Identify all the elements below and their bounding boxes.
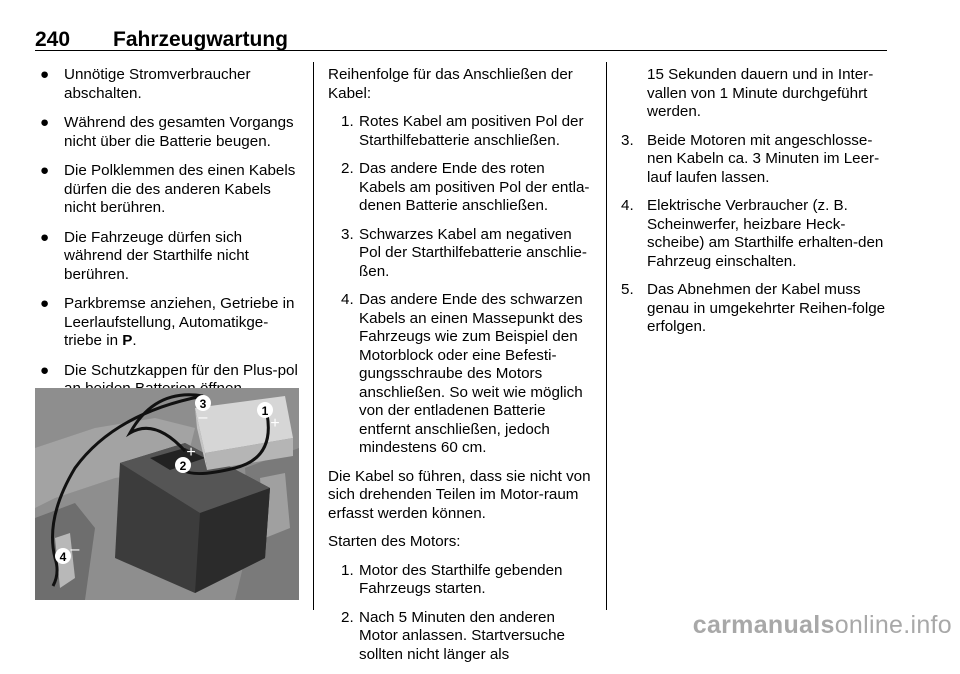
column-divider-2	[606, 62, 607, 610]
page-number: 240	[35, 28, 71, 51]
list-item: 1. Rotes Kabel am positiven Pol der Starthilfebatterie anschließen.	[341, 113, 584, 149]
column-3	[621, 66, 887, 347]
svg-text:–: –	[70, 541, 80, 558]
column-2	[328, 66, 593, 674]
column-1	[35, 66, 300, 410]
list-item: 3. Schwarzes Kabel am negativen Pol der Starthilfebatterie anschlie‐ßen.	[341, 225, 587, 280]
paragraph: Starten des Motors:	[328, 533, 461, 550]
svg-text:3: 3	[199, 397, 207, 411]
bullet-item: ● Während des gesamten Vorgangs nicht über die Batterie beugen.	[40, 114, 294, 150]
list-item: 3. Beide Motoren mit angeschlosse‐nen Kabeln ca. 3 Minuten im Leer‐lauf laufen lassen.	[621, 131, 880, 186]
watermark: carmanualsonline.info	[692, 611, 952, 639]
list-item: 4. Elektrische Verbraucher (z. B. Scheinwerfer, heizbare Heck‐scheibe) am Starthilfe erhalten‐den Fahrzeug einschalten.	[621, 197, 884, 270]
gear-p-label: P	[122, 332, 133, 349]
list-item: 4. Das andere Ende des schwarzen Kabels an einen Massepunkt des Fahrzeugs wie zum Beispiel den Motorblock oder eine Befesti‐gungsschraube des Motors anschließen. So weit wie möglich von der entladenen Batterie entfernt anschließen, jedoch mindestens 60 cm.	[341, 291, 583, 456]
bullet-item: ● Die Polklemmen des einen Kabels dürfen die des anderen Kabels nicht berühren.	[40, 162, 296, 216]
paragraph: Reihenfolge für das Anschließen der Kabel:	[328, 66, 573, 102]
list-item: 1. Motor des Starthilfe gebenden Fahrzeugs starten.	[341, 561, 563, 597]
paragraph: Die Kabel so führen, dass sie nicht von sich drehenden Teilen im Motor‐raum erfasst werden können.	[328, 467, 591, 522]
list-item: 5. Das Abnehmen der Kabel muss genau in umgekehrter Reihen‐folge erfolgen.	[621, 281, 886, 335]
list-item: 2. Nach 5 Minuten den anderen Motor anlassen. Startversuche sollten nicht länger als	[341, 608, 565, 663]
bullet-item: ● Unnötige Stromverbraucher abschalten.	[40, 66, 251, 102]
svg-text:+: +	[270, 415, 280, 432]
list-item: 2. Das andere Ende des roten Kabels am positiven Pol der entla‐denen Batterie anschließen.	[341, 160, 590, 214]
svg-text:+: +	[186, 444, 196, 461]
svg-text:2: 2	[179, 459, 187, 473]
svg-text:–: –	[198, 409, 208, 426]
bullet-item: ● Die Fahrzeuge dürfen sich während der Starthilfe nicht berühren.	[40, 228, 249, 283]
section-title: Fahrzeugwartung	[113, 28, 289, 51]
bullet-item: ● Die Schutzkappen für den Plus‐pol	[40, 361, 298, 379]
svg-text:1: 1	[261, 404, 269, 418]
page-header	[35, 28, 887, 51]
column-divider-1	[313, 62, 314, 610]
bullet-item: ● Parkbremse anziehen, Getriebe in Leerlaufstellung, Automatikge‐triebe in P.	[40, 295, 295, 349]
jump-start-illustration	[35, 388, 299, 600]
continued-text: 15 Sekunden dauern und in Inter‐vallen von 1 Minute durchgeführt werden.	[647, 66, 874, 120]
svg-text:4: 4	[59, 550, 67, 564]
engine-bay-drawing	[35, 388, 299, 600]
